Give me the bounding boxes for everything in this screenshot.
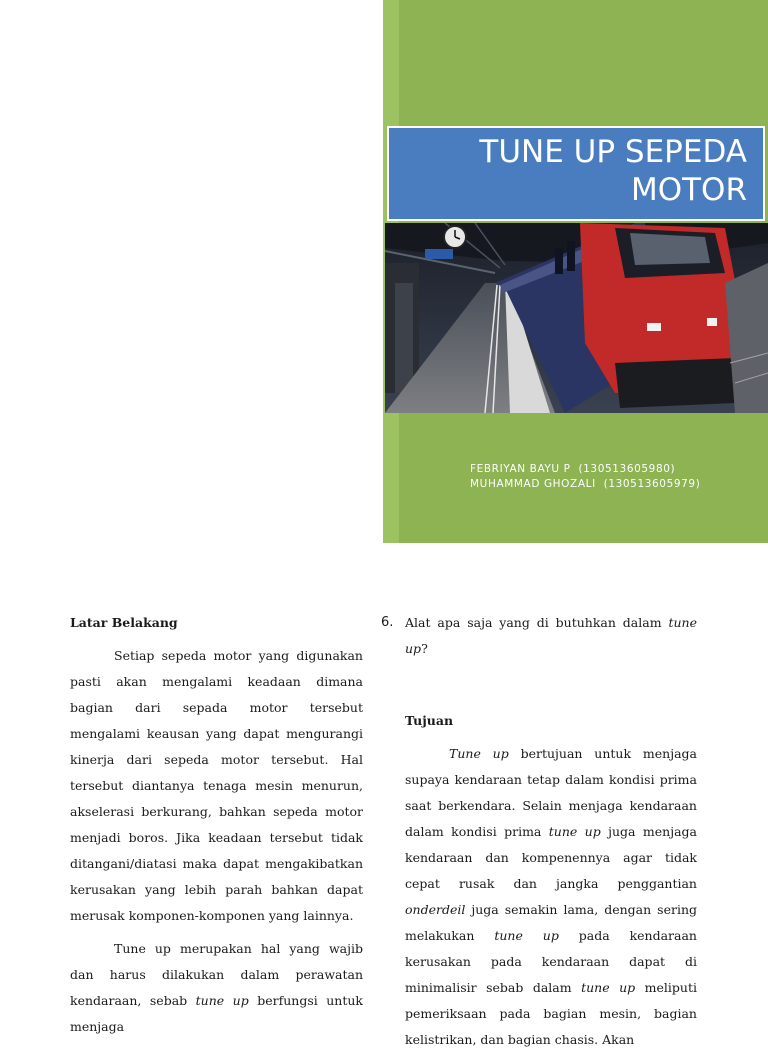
- train-photo-icon: [385, 223, 768, 413]
- cover-title-line1: TUNE UP SEPEDA: [479, 134, 747, 170]
- text-segment: juga semakin lama, dengan sering melakukan: [405, 902, 697, 943]
- cover-title-line2: MOTOR: [630, 172, 747, 208]
- text-emphasis: onderdeil: [405, 902, 466, 917]
- text-emphasis: Tune up: [449, 746, 509, 761]
- author-2: MUHAMMAD GHOZALI (130513605979): [470, 478, 701, 490]
- train-photo: [385, 223, 768, 413]
- text-segment: pada kendaraan kerusakan pada kendaraan dapat di minimalisir sebab dalam: [405, 928, 697, 995]
- paragraph-latar-belakang-1: Setiap sepeda motor yang digunakan pasti akan mengalami keadaan dimana bagian dari sepada motor tersebut mengalami keausan yang dapat mengurangi kinerja dari sepeda motor tersebut. Hal tersebut diantanya tenaga mesin menurun, akselerasi berkurang, bahkan sepeda motor menjadi boros. Jika keadaan tersebut tidak ditangani/diatasi maka dapat mengakibatkan kerusakan yang lebih parah bahkan dapat merusak komponen-komponen yang lainnya.: [70, 648, 363, 923]
- section-heading-latar-belakang: Latar Belakang: [70, 615, 178, 630]
- text-emphasis: tune up: [195, 993, 249, 1008]
- text-segment: bertujuan untuk menjaga supaya kendaraan tetap dalam kondisi prima saat berkendara. Selain menjaga kendaraan dalam kondisi prima: [405, 746, 697, 839]
- text-emphasis: tune up: [548, 824, 601, 839]
- paragraph-latar-belakang-2: [70, 936, 363, 1040]
- text-segment: Tune up merupakan hal yang wajib dan harus dilakukan dalam perawatan kendaraan, sebab: [70, 941, 363, 1008]
- author-1: FEBRIYAN BAYU P (130513605980): [470, 463, 676, 475]
- text-emphasis: tune up: [405, 615, 697, 656]
- text-emphasis: tune up: [581, 980, 636, 995]
- text-segment: ?: [421, 641, 428, 656]
- cover-title-box: [387, 126, 765, 221]
- text-segment: berfungsi untuk menjaga: [70, 993, 363, 1034]
- text-segment: Alat apa saja yang di butuhkan dalam: [405, 615, 669, 630]
- cover-authors: [470, 462, 700, 492]
- right-column: [381, 610, 697, 1053]
- section-heading-tujuan: Tujuan: [405, 713, 454, 728]
- text-segment: meliputi pemeriksaan pada bagian mesin, bagian kelistrikan, dan bagian chasis. Akan: [405, 980, 697, 1047]
- paragraph-tujuan: [405, 741, 697, 1053]
- text-segment: juga menjaga kendaraan dan kompenennya agar tidak cepat rusak dan jangka penggantian: [405, 824, 697, 891]
- text-emphasis: tune up: [494, 928, 559, 943]
- list-number: 6.: [381, 615, 394, 630]
- left-column: [70, 610, 363, 1040]
- list-item-6: [316, 610, 697, 662]
